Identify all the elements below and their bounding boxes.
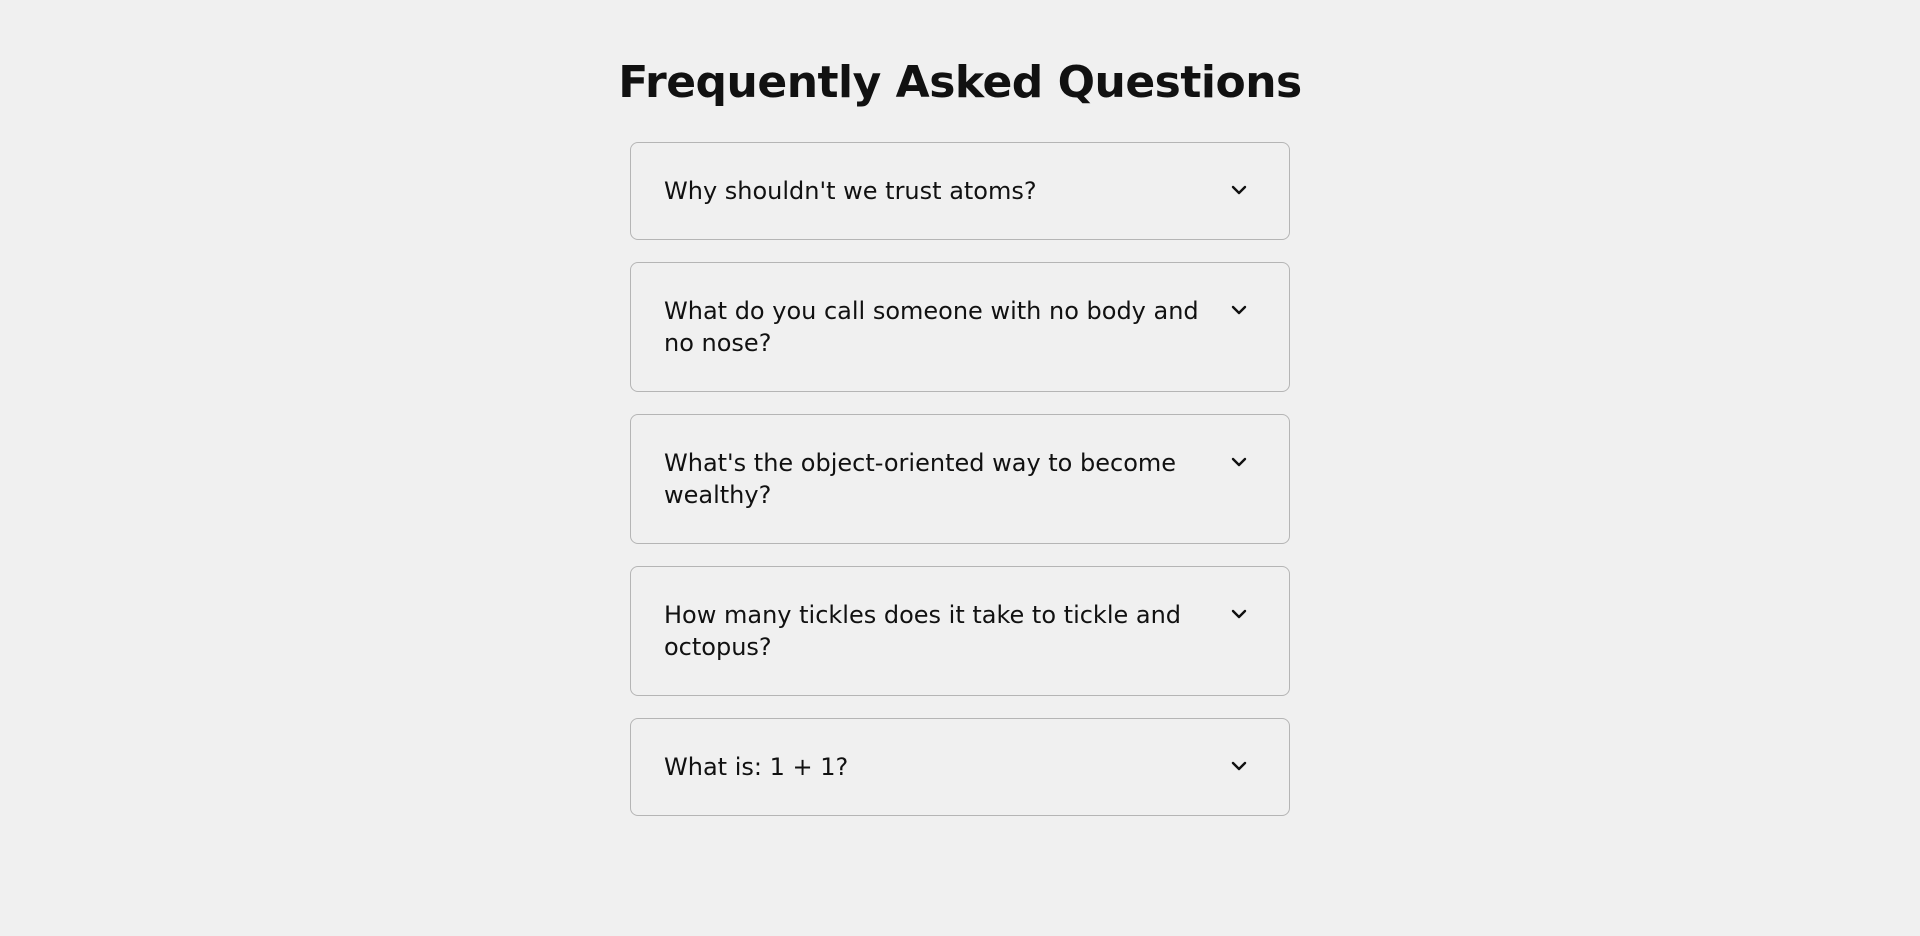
faq-toggle-button[interactable] (1225, 752, 1253, 780)
faq-item[interactable] (630, 142, 1290, 240)
faq-question: What do you call someone with no body and no nose? (664, 297, 1199, 357)
chevron-down-icon (1231, 457, 1247, 467)
faq-toggle-button[interactable] (1225, 448, 1253, 476)
faq-question: What's the object-oriented way to become wealthy? (664, 449, 1177, 509)
faq-item[interactable] (630, 718, 1290, 816)
faq-list (630, 142, 1290, 816)
chevron-down-icon (1231, 609, 1247, 619)
page-title: Frequently Asked Questions (618, 57, 1302, 108)
faq-toggle-button[interactable] (1225, 296, 1253, 324)
faq-item[interactable] (630, 414, 1290, 544)
faq-question: Why shouldn't we trust atoms? (664, 177, 1037, 205)
faq-item[interactable] (630, 262, 1290, 392)
faq-toggle-button[interactable] (1225, 600, 1253, 628)
chevron-down-icon (1231, 305, 1247, 315)
chevron-down-icon (1231, 185, 1247, 195)
faq-question: How many tickles does it take to tickle and octopus? (664, 601, 1182, 661)
faq-question: What is: 1 + 1? (664, 753, 849, 781)
faq-item[interactable] (630, 566, 1290, 696)
faq-toggle-button[interactable] (1225, 176, 1253, 204)
chevron-down-icon (1231, 761, 1247, 771)
